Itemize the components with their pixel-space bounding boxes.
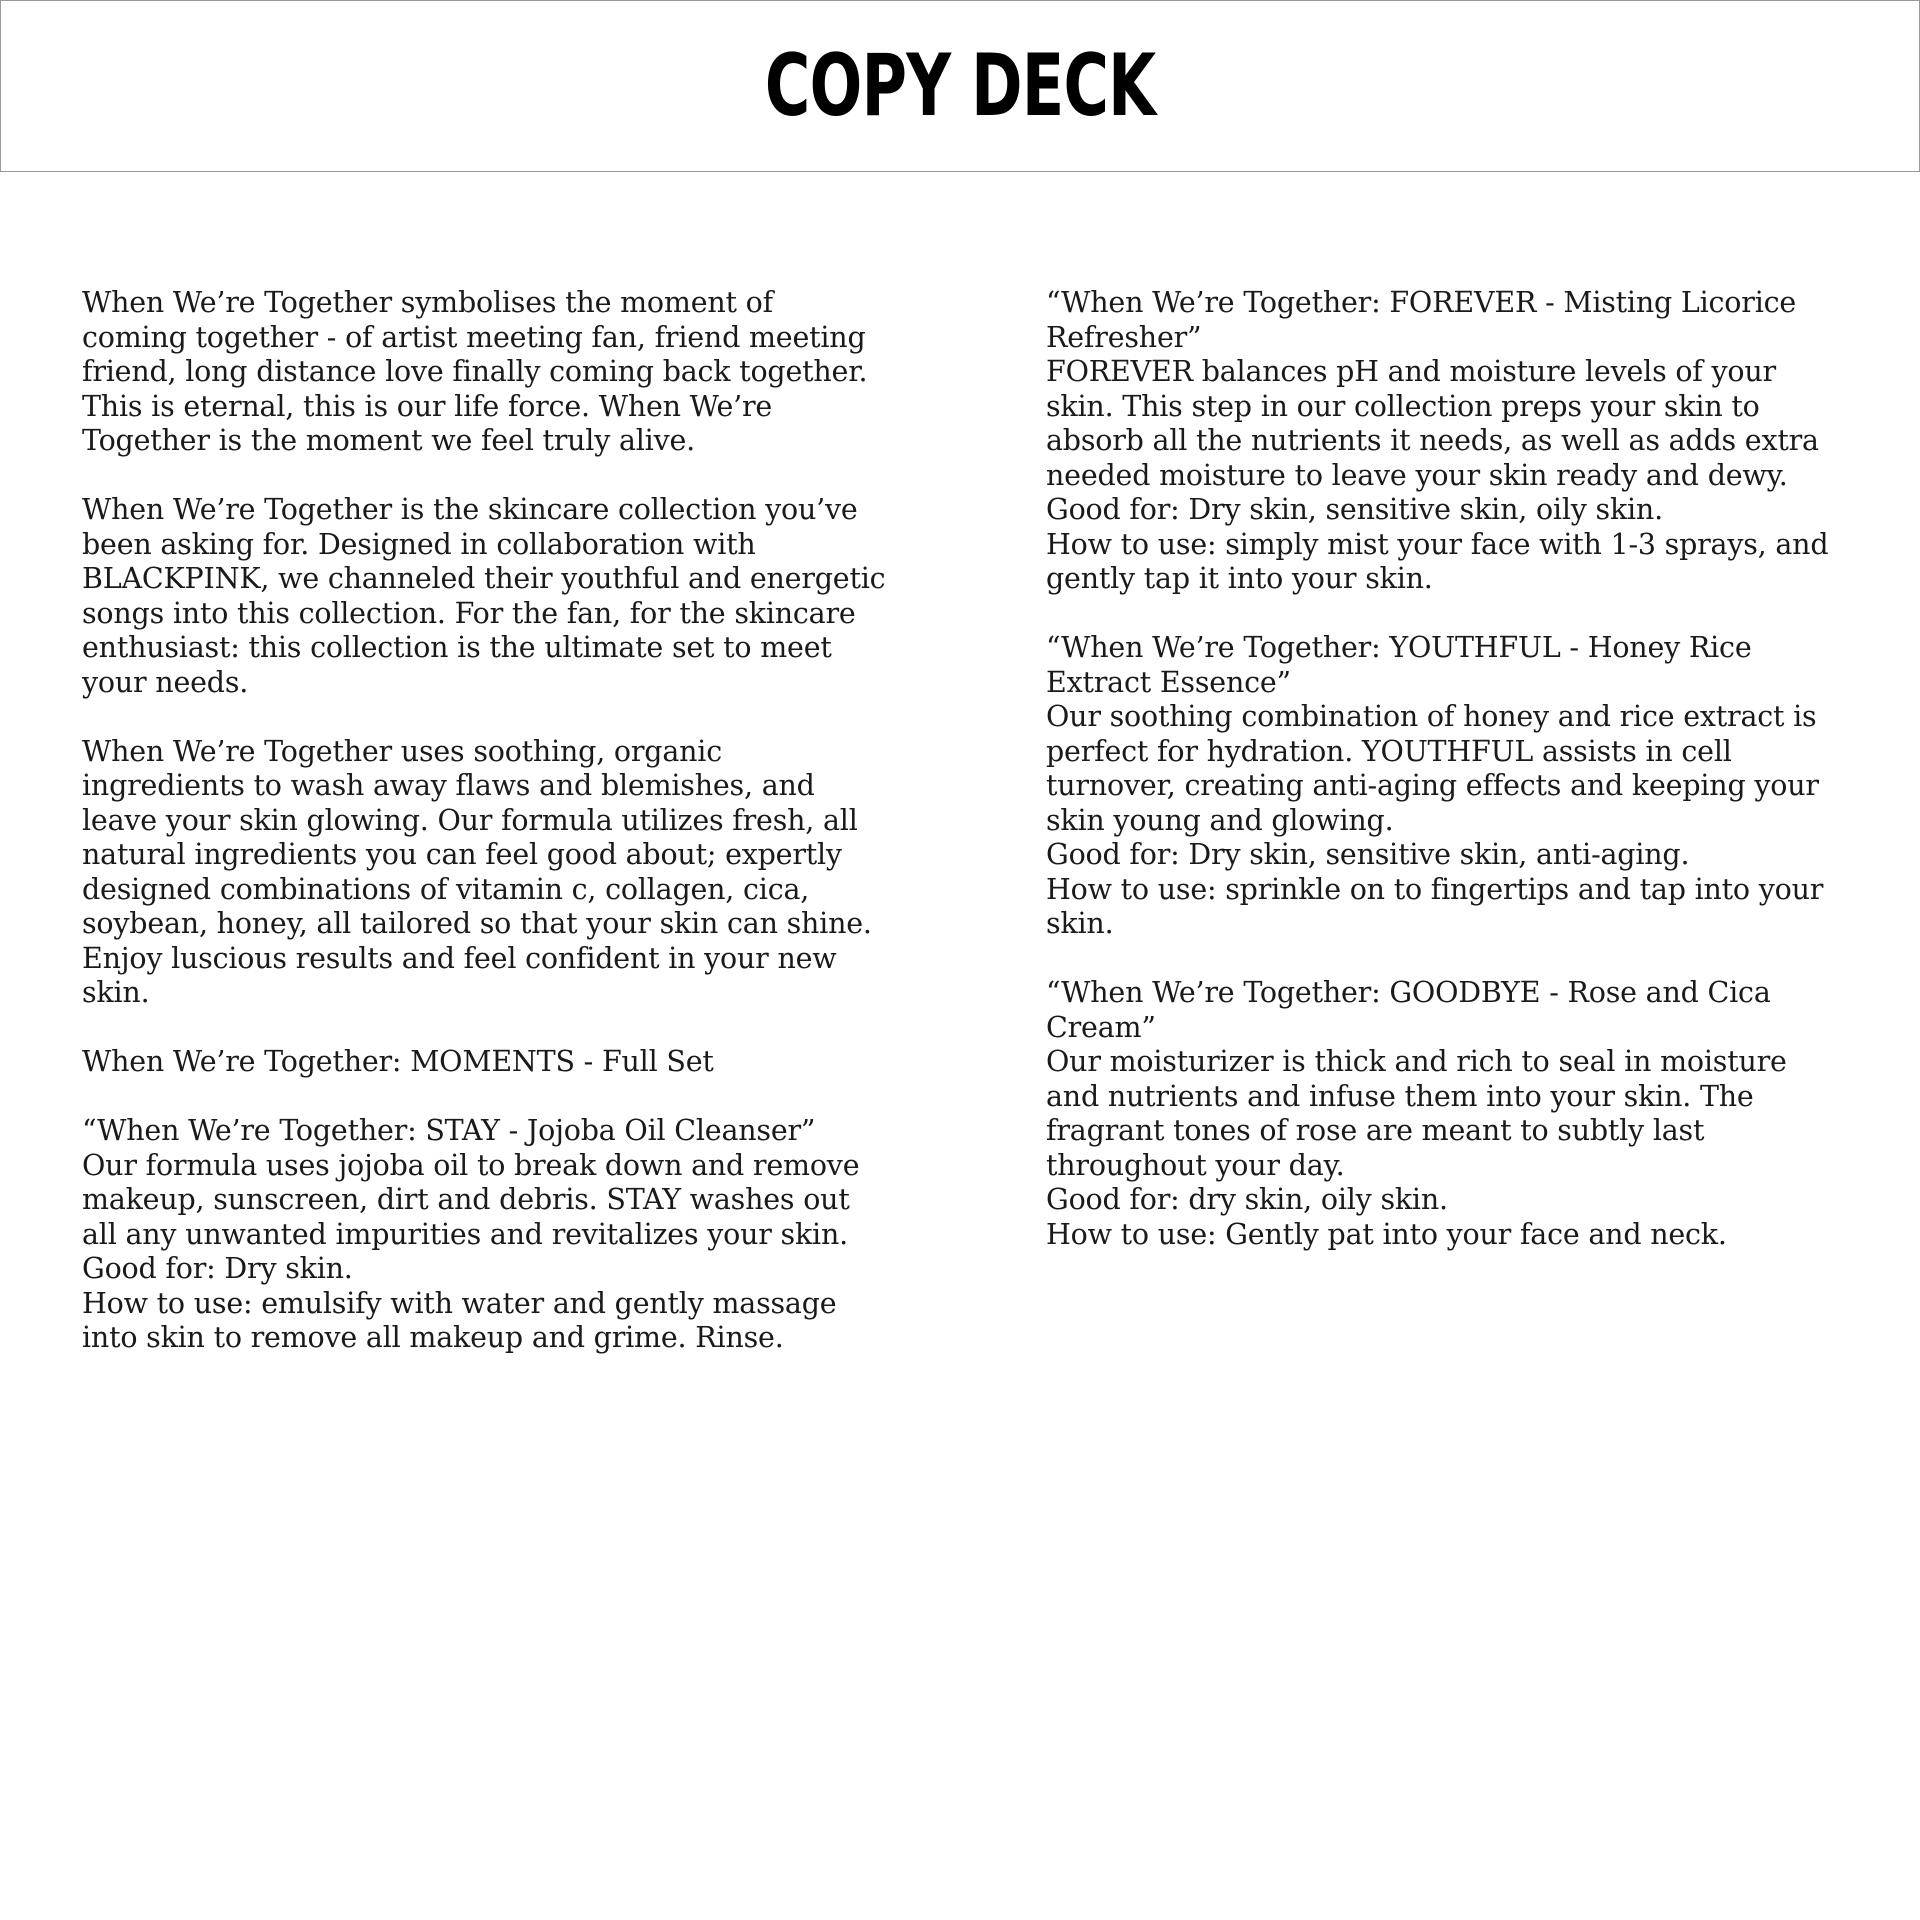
intro-paragraph-3	[82, 735, 902, 1011]
product-youthful-description: Our soothing combination of honey and rice extract is perfect for hydration. YOUTHFUL assists in cell turnover, creating anti-aging effects and keeping your skin young and glowing.	[1046, 700, 1819, 837]
product-stay-name: “When We’re Together: STAY - Jojoba Oil Cleanser”	[82, 1114, 816, 1147]
product-forever	[1046, 286, 1876, 597]
product-forever-how-to-use: How to use: simply mist your face with 1-3 sprays, and gently tap it into your skin.	[1046, 527, 1829, 595]
product-forever-good-for: Good for: Dry skin, sensitive skin, oily skin.	[1046, 493, 1663, 526]
full-set-text: When We’re Together: MOMENTS - Full Set	[82, 1045, 714, 1078]
product-goodbye	[1046, 976, 1876, 1252]
product-goodbye-good-for: Good for: dry skin, oily skin.	[1046, 1183, 1448, 1216]
page-title: COPY DECK	[764, 36, 1156, 136]
intro-paragraph-2	[82, 493, 902, 700]
product-stay-description: Our formula uses jojoba oil to break down and remove makeup, sunscreen, dirt and debris. STAY washes out all any unwanted impurities and revitalizes your skin.	[82, 1148, 860, 1251]
product-goodbye-description: Our moisturizer is thick and rich to seal in moisture and nutrients and infuse them into your skin. The fragrant tones of rose are meant to subtly last throughout your day.	[1046, 1045, 1787, 1182]
product-stay	[82, 1114, 902, 1356]
product-stay-good-for: Good for: Dry skin.	[82, 1252, 353, 1285]
product-forever-description: FOREVER balances pH and moisture levels of your skin. This step in our collection preps your skin to absorb all the nutrients it needs, as well as adds extra needed moisture to leave your skin ready and dewy.	[1046, 355, 1819, 492]
product-youthful-good-for: Good for: Dry skin, sensitive skin, anti-aging.	[1046, 838, 1690, 871]
right-column	[1046, 286, 1876, 1287]
intro-paragraph-1	[82, 286, 902, 459]
product-youthful	[1046, 631, 1876, 942]
product-forever-name: “When We’re Together: FOREVER - Misting Licorice Refresher”	[1046, 286, 1797, 354]
intro-text-3: When We’re Together uses soothing, organic ingredients to wash away flaws and blemishes, and leave your skin glowing. Our formula utilizes fresh, all natural ingredients you can feel good about; expertly designed combinations of vitamin c, collagen, cica, soybean, honey, all tailored so that your skin can shine. Enjoy luscious results and feel confident in your new skin.	[82, 734, 872, 1009]
intro-text-2: When We’re Together is the skincare collection you’ve been asking for. Designed in collaboration with BLACKPINK, we channeled their youthful and energetic songs into this collection. For the fan, for the skincare enthusiast: this collection is the ultimate set to meet your needs.	[82, 493, 886, 699]
product-goodbye-how-to-use: How to use: Gently pat into your face and neck.	[1046, 1217, 1727, 1251]
left-column	[82, 286, 902, 1390]
product-goodbye-name: “When We’re Together: GOODBYE - Rose and Cica Cream”	[1046, 976, 1771, 1044]
product-stay-how-to-use: How to use: emulsify with water and gently massage into skin to remove all makeup and grime. Rinse.	[82, 1286, 837, 1354]
intro-text-1: When We’re Together symbolises the moment of coming together - of artist meeting fan, friend meeting friend, long distance love finally coming back together. This is eternal, this is our life force. When We’re Together is the moment we feel truly alive.	[82, 286, 868, 457]
full-set-line	[82, 1045, 902, 1080]
product-youthful-how-to-use: How to use: sprinkle on to fingertips and tap into your skin.	[1046, 872, 1824, 940]
header-banner	[0, 0, 1920, 172]
product-youthful-name: “When We’re Together: YOUTHFUL - Honey Rice Extract Essence”	[1046, 631, 1752, 699]
